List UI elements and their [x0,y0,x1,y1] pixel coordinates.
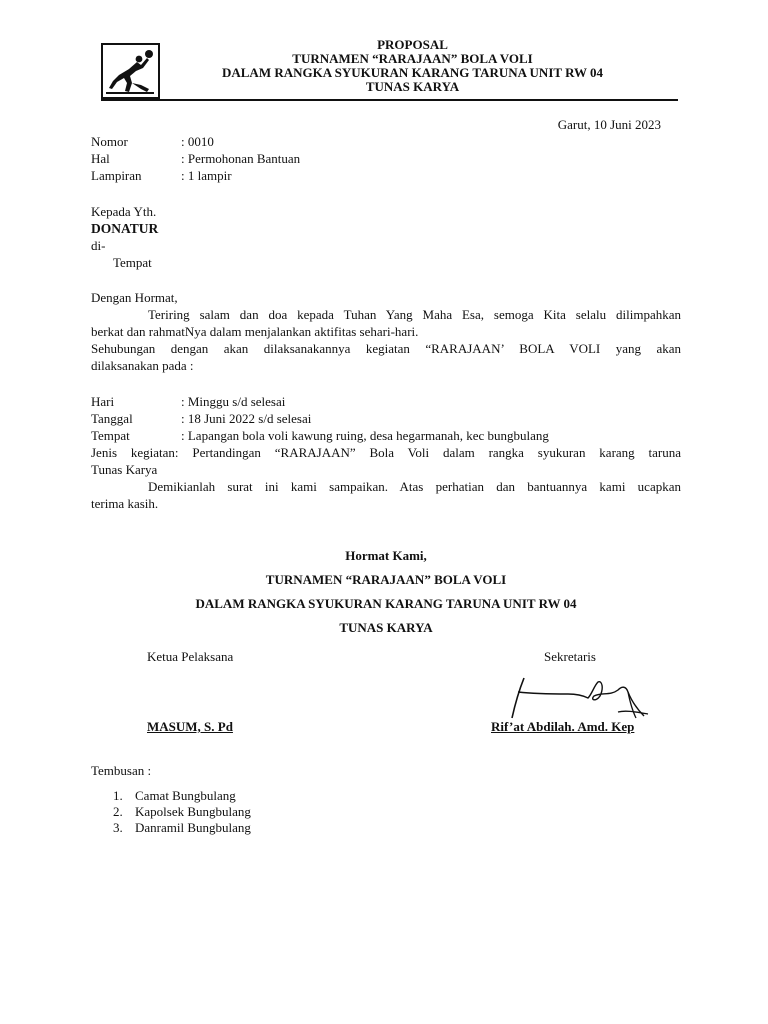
right-signer-role: Sekretaris [544,649,596,664]
tembusan-list [113,788,251,836]
paragraph-1-line-1: Teriring salam dan doa kepada Tuhan Yang Maha Esa, semoga Kita selalu dilimpahkan [148,307,681,322]
nomor-label: Nomor [91,134,128,149]
tempat-label: Tempat [91,428,130,443]
nomor-value: : 0010 [181,134,214,149]
lampiran-value: : 1 lampir [181,168,232,183]
list-item: 3. Danramil Bungbulang [113,820,251,835]
hari-value: : Minggu s/d selesai [181,394,286,409]
recipient-kepada: Kepada Yth. [91,204,157,219]
header-line-proposal: PROPOSAL [377,37,448,52]
letter-date: Garut, 10 Juni 2023 [557,117,661,132]
tempat-value: : Lapangan bola voli kawung ruing, desa hegarmanah, kec bungbulang [181,428,549,443]
signoff-org-line-1: TURNAMEN “RARAJAAN” BOLA VOLI [265,572,507,587]
paragraph-2-line-1: Sehubungan dengan akan dilaksanakannya kegiatan “RARAJAAN’ BOLA VOLI yang akan [91,341,681,356]
tanggal-value: : 18 Juni 2022 s/d selesai [181,411,312,426]
left-signer-role: Ketua Pelaksana [147,649,234,664]
hal-value: : Permohonan Bantuan [181,151,301,166]
header-line-occasion: DALAM RANGKA SYUKURAN KARANG TARUNA UNIT RW 04 [221,65,604,80]
tembusan-label: Tembusan : [91,763,152,778]
header-line-tournament: TURNAMEN “RARAJAAN” BOLA VOLI [292,51,533,66]
letter-header [160,38,665,94]
letter-body [91,289,681,374]
signoff-block [91,547,681,643]
list-item: 1. Camat Bungbulang [113,788,236,803]
recipient-tempat: Tempat [113,255,152,270]
closing-line-1: Demikianlah surat ini kami sampaikan. Atas perhatian dan bantuannya kami ucapkan [148,479,681,494]
header-divider [101,99,678,101]
paragraph-1-line-2: berkat dan rahmatNya dalam menjalankan aktifitas sehari-hari. [91,324,419,339]
recipient-name: DONATUR [91,221,159,236]
lampiran-label: Lampiran [91,168,142,183]
volleyball-player-icon [101,43,160,99]
recipient-di: di- [91,238,106,253]
signoff-hormat: Hormat Kami, [345,548,427,563]
signoff-org-line-2: DALAM RANGKA SYUKURAN KARANG TARUNA UNIT RW 04 [195,596,577,611]
jenis-kegiatan-line-2: Tunas Karya [91,462,158,477]
recipient-block [91,203,158,271]
tanggal-label: Tanggal [91,411,133,426]
header-line-organization: TUNAS KARYA [365,79,460,94]
greeting: Dengan Hormat, [91,290,178,305]
right-signer-name: Rif’at Abdilah. Amd. Kep [491,719,635,734]
signoff-org-line-3: TUNAS KARYA [339,620,433,635]
jenis-kegiatan-line-1: Jenis kegiatan: Pertandingan “RARAJAAN” Bola Voli dalam rangka syukuran karang taruna [91,445,681,460]
list-item: 2. Kapolsek Bungbulang [113,804,251,819]
event-details [91,393,681,512]
hal-label: Hal [91,151,110,166]
letter-meta [91,133,300,184]
closing-line-2: terima kasih. [91,496,159,511]
left-signer-name: MASUM, S. Pd [147,719,233,734]
hari-label: Hari [91,394,115,409]
paragraph-2-line-2: dilaksanakan pada : [91,358,194,373]
